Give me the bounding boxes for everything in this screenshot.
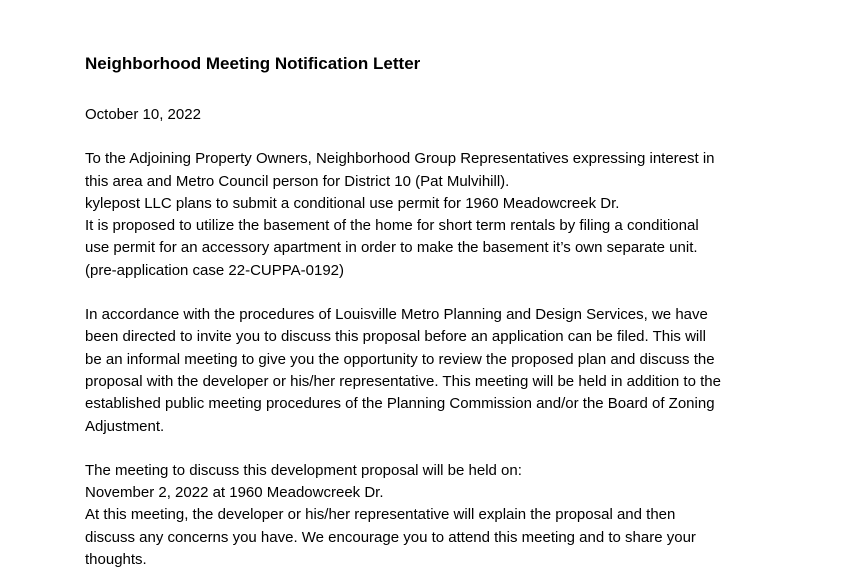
text-line: been directed to invite you to discuss this proposal before an application can be filed. This will bbox=[85, 328, 706, 346]
text-line: At this meeting, the developer or his/her representative will explain the proposal and then bbox=[85, 506, 676, 524]
letter-title: Neighborhood Meeting Notification Letter bbox=[85, 54, 421, 73]
paragraph-procedures bbox=[85, 304, 810, 438]
text-line: (pre-application case 22-CUPPA-0192) bbox=[85, 261, 345, 279]
text-line: established public meeting procedures of the Planning Commission and/or the Board of Zoning bbox=[85, 395, 715, 413]
text-line: kylepost LLC plans to submit a conditional use permit for 1960 Meadowcreek Dr. bbox=[85, 194, 620, 212]
paragraph-intro bbox=[85, 148, 810, 282]
text-line: To the Adjoining Property Owners, Neighborhood Group Representatives expressing interest in bbox=[85, 150, 715, 168]
text-line: The meeting to discuss this development proposal will be held on: bbox=[85, 461, 522, 479]
text-line: this area and Metro Council person for District 10 (Pat Mulvihill). bbox=[85, 172, 510, 190]
paragraph-meeting-details bbox=[85, 460, 810, 571]
text-line: be an informal meeting to give you the opportunity to review the proposed plan and discuss the bbox=[85, 350, 715, 368]
text-line: use permit for an accessory apartment in order to make the basement it’s own separate unit. bbox=[85, 239, 698, 257]
text-line: Adjustment. bbox=[85, 417, 165, 435]
text-line: discuss any concerns you have. We encourage you to attend this meeting and to share your bbox=[85, 528, 696, 546]
text-line: In accordance with the procedures of Louisville Metro Planning and Design Services, we have bbox=[85, 306, 708, 324]
text-line: November 2, 2022 at 1960 Meadowcreek Dr. bbox=[85, 484, 384, 502]
text-line: proposal with the developer or his/her representative. This meeting will be held in addition to the bbox=[85, 372, 721, 390]
letter-content bbox=[85, 52, 810, 571]
letter-date: October 10, 2022 bbox=[85, 106, 201, 123]
text-line: It is proposed to utilize the basement of the home for short term rentals by filing a conditional bbox=[85, 217, 699, 235]
text-line: thoughts. bbox=[85, 551, 147, 569]
